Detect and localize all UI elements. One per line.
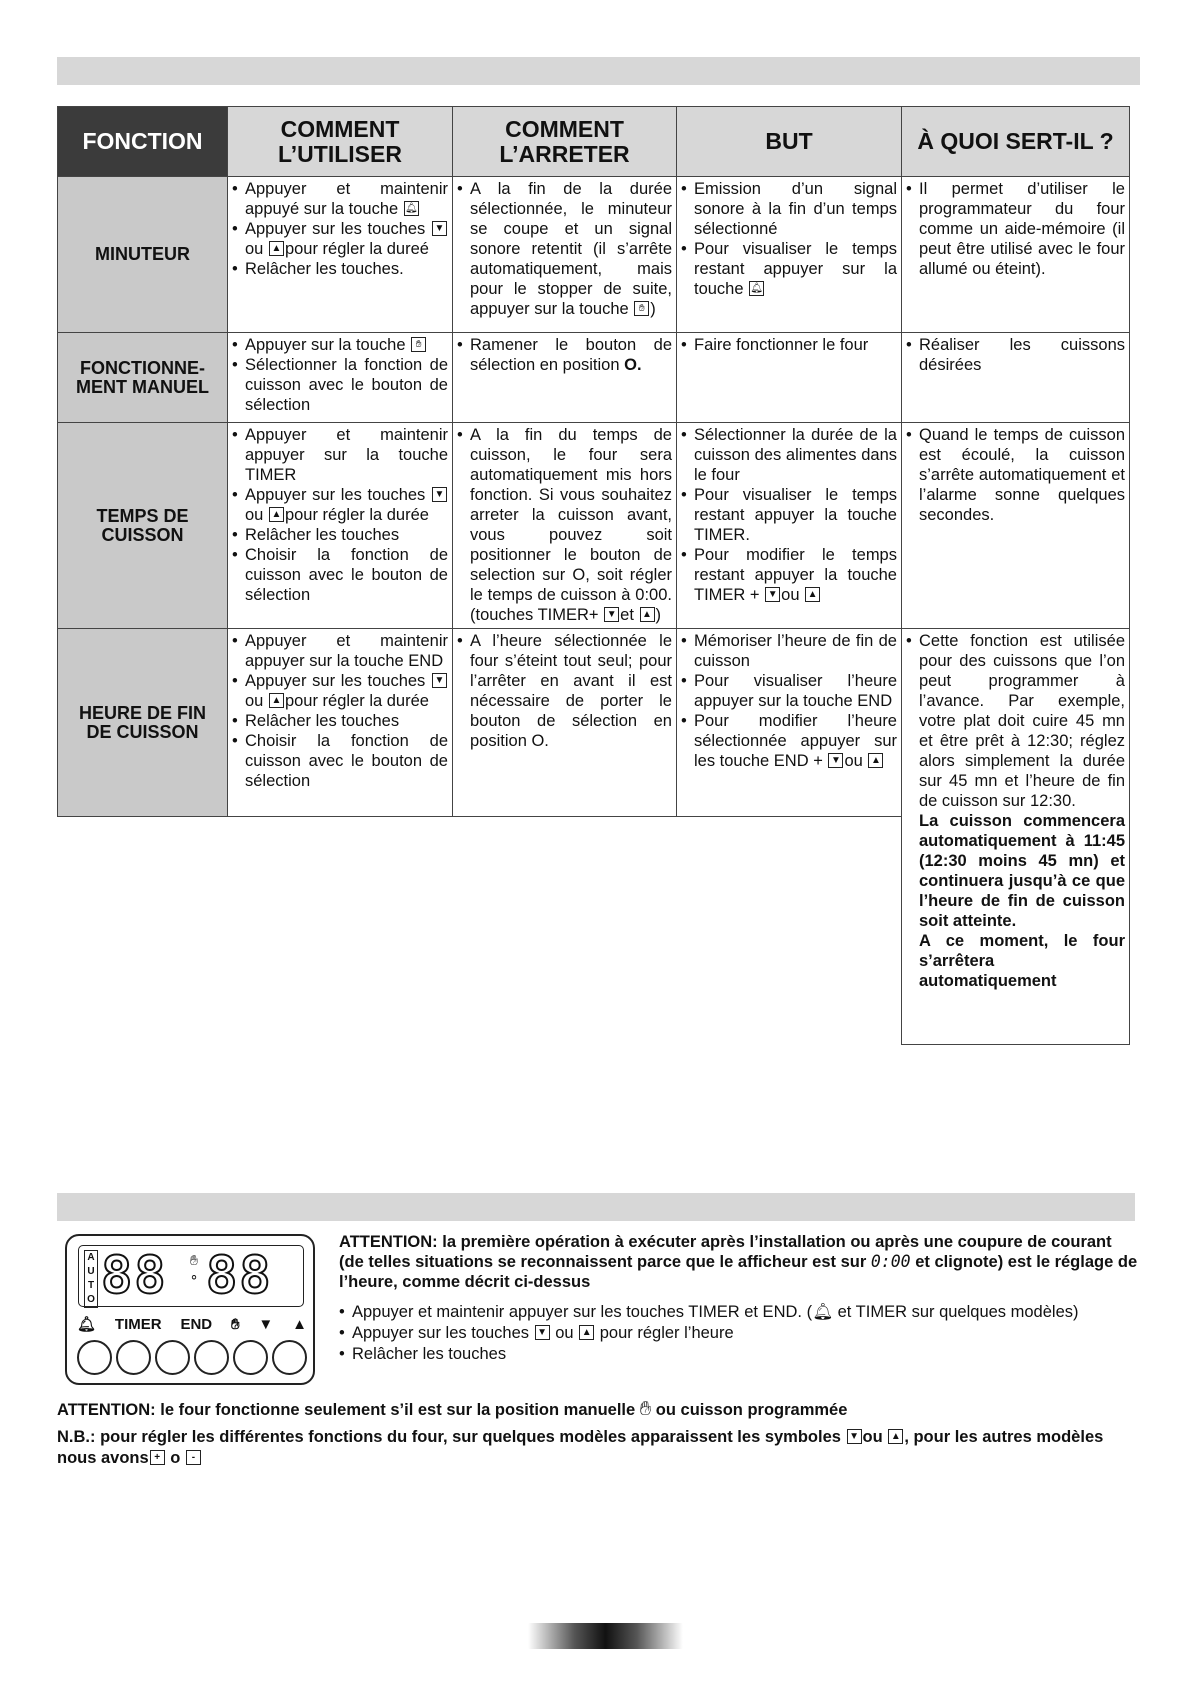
header-fonction: FONCTION (58, 107, 228, 177)
up-key-icon: ▲ (805, 587, 820, 602)
manual-icon: ✋︎ (639, 1398, 652, 1420)
header-comment-utiliser: COMMENT L’UTILISER (228, 107, 453, 177)
down-key-icon: ▼ (604, 607, 619, 622)
bell-key-icon: 🔔︎ (404, 203, 418, 214)
top-header-band (57, 57, 1140, 85)
table-header-row (58, 107, 1130, 177)
attention-manual-position: ATTENTION: le four fonctionne seulement s’il est sur la position manuelle ✋︎ ou cuisson programmée (57, 1398, 848, 1420)
middle-header-band (57, 1193, 1135, 1221)
down-key-icon: ▼ (432, 221, 447, 236)
minuteur-purpose-cell: • Il permet d’utiliser le programmateur du four comme un aide-mémoire (il peut être utilisé avec le four allumé ou éteint). (902, 177, 1130, 333)
auto-indicator: A U T O (84, 1250, 98, 1308)
nb-symbols-note: N.B.: pour régler les différentes fonctions du four, sur quelques modèles apparaissent les symboles ▼ ou ▲ , pour les autres modèles nous avons + o - (57, 1428, 1104, 1467)
display-digits-right: 88 (206, 1246, 273, 1306)
functions-table (57, 106, 1130, 1045)
up-key-icon: ▲ (579, 1325, 594, 1340)
down-key-icon: ▼ (828, 753, 843, 768)
page-number-bar (528, 1623, 683, 1649)
up-key-icon: ▲ (640, 607, 655, 622)
minuteur-stop-cell: • A la fin de la durée sélectionnée, le minuteur se coupe et un signal sonore retentit (il s’arrête automatiquement, mais pour le stopper de suite, appuyer sur la touche ✋︎ ) (453, 177, 677, 333)
manuel-purpose-cell: • Réaliser les cuissons désirées (902, 333, 1130, 423)
row-label-temps-de-cuisson: TEMPS DE CUISSON (58, 423, 228, 629)
minuteur-use-cell: • Appuyer et maintenir appuyé sur la touche 🔔︎ • Appuyer sur les touches ▼ ou ▲ pour régler la dureé • Relâcher les touches. (228, 177, 453, 333)
down-key-icon: ▼ (432, 673, 447, 688)
bell-icon: 🔔︎ (812, 1303, 834, 1321)
bell-button[interactable] (77, 1340, 112, 1375)
down-key-icon: ▼ (432, 487, 447, 502)
heure-goal-cell: • Mémoriser l’heure de fin de cuisson • Pour visualiser l’heure appuyer sur la touche END • Pour modifier l’heure sélectionnée appuyer sur les touche END + ▼ ou ▲ (677, 629, 902, 817)
colon-icon: ∘ (189, 1268, 199, 1284)
attention-clock-setting: ATTENTION: la première opération à exécuter après l’installation ou après une coupure de courant (de telles situations se reconnaissent parce que le afficheur est sur 0:00 et clignote) est le réglage de l’heure, comme décrit ci-dessus (339, 1233, 1138, 1291)
down-arrow-icon: ▼ (258, 1315, 274, 1333)
end-button[interactable] (155, 1340, 190, 1375)
end-label: END (180, 1315, 213, 1333)
timer-label: TIMER (114, 1315, 162, 1333)
heure-purpose-cell: • Cette fonction est utilisée pour des cuissons que l’on peut programmer à l’avance. Par exemple, votre plat doit cuire 45 mn et être prêt à 12:30; réglez alors simplement la durée sur 45 mn et l’heure de fin de cuisson sur 12:30. La cuisson commencera automatiquement à 11:45 (12:30 moins 45 mn) et continuera jusqu’à ce que l’heure de fin de cuisson soit atteinte. A ce moment, le four s’arrêtera automatiquement (902, 629, 1130, 1045)
manual-button[interactable] (194, 1340, 229, 1375)
manuel-use-cell: • Appuyer sur la touche ✋︎ • Sélectionner la fonction de cuisson avec le bouton de sélection (228, 333, 453, 423)
up-key-icon: ▲ (269, 507, 284, 522)
up-arrow-icon: ▲ (292, 1315, 307, 1333)
manuel-goal-cell: • Faire fonctionner le four (677, 333, 902, 423)
header-but: BUT (677, 107, 902, 177)
row-label-minuteur: MINUTEUR (58, 177, 228, 333)
display-mid-symbols (185, 1252, 203, 1284)
manuel-stop-cell: • Ramener le bouton de sélection en position O. (453, 333, 677, 423)
heure-use-cell: • Appuyer et maintenir appuyer sur la touche END • Appuyer sur les touches ▼ ou ▲ pour régler la durée • Relâcher les touches • Choisir la fonction de cuisson avec le bouton de sélection (228, 629, 453, 817)
temps-use-cell: • Appuyer et maintenir appuyer sur la touche TIMER • Appuyer sur les touches ▼ ou ▲ pour régler la durée • Relâcher les touches • Choisir la fonction de cuisson avec le bouton de sélection (228, 423, 453, 629)
manual-icon: ✋︎ (230, 1315, 240, 1333)
panel-buttons (77, 1340, 307, 1375)
manual-key-icon: ✋︎ (411, 337, 426, 352)
clock-setting-steps: • Appuyer et maintenir appuyer sur les touches TIMER et END. (🔔︎ et TIMER sur quelques modèles) • Appuyer sur les touches ▼ ou ▲ pour régler l’heure • Relâcher les touches (339, 1302, 1139, 1365)
row-label-fonctionnement-manuel: FONCTIONNE- MENT MANUEL (58, 333, 228, 423)
down-key-icon: ▼ (765, 587, 780, 602)
temps-purpose-cell: • Quand le temps de cuisson est écoulé, la cuisson s’arrête automatiquement et l’alarme sonne quelques secondes. (902, 423, 1130, 629)
programmer-display (78, 1245, 304, 1307)
table-row (58, 423, 1130, 629)
display-zero-value: 0:00 (870, 1252, 911, 1271)
row-label-heure-de-fin: HEURE DE FIN DE CUISSON (58, 629, 228, 817)
header-a-quoi-sert-il: À QUOI SERT-IL ? (902, 107, 1130, 177)
bell-icon: 🔔︎ (77, 1316, 97, 1333)
temps-goal-cell: • Sélectionner la durée de la cuisson des alimentes dans le four • Pour visualiser le temps restant appuyer la touche TIMER. • Pour modifier le temps restant appuyer la touche TIMER + ▼ ou ▲ (677, 423, 902, 629)
heure-stop-cell: • A l’heure sélectionnée le four s’éteint tout seul; pour l’arrêter en avant il est nécessaire de porter le bouton de sélection en position O. (453, 629, 677, 817)
table-row (58, 333, 1130, 423)
up-key-icon: ▲ (868, 753, 883, 768)
minus-key-icon: - (186, 1450, 201, 1465)
table-row (58, 629, 1130, 817)
up-key-icon: ▲ (269, 241, 284, 256)
programmer-panel (65, 1234, 315, 1385)
minuteur-goal-cell: • Emission d’un signal sonore à la fin d’un temps sélectionné • Pour visualiser le temps restant appuyer sur la touche 🔔︎ (677, 177, 902, 333)
up-key-icon: ▲ (269, 693, 284, 708)
up-key-icon: ▲ (888, 1429, 903, 1444)
temps-stop-cell: • A la fin du temps de cuisson, le four sera automatiquement mis hors fonction. Si vous souhaitez arreter la cuisson avant, vous pouvez soit positionner le bouton de selection sur O, soit régler le temps de cuisson à 0:00. (touches TIMER+ ▼ et ▲ ) (453, 423, 677, 629)
display-digits-left: 88 (101, 1246, 168, 1306)
down-key-icon: ▼ (535, 1325, 550, 1340)
down-key-icon: ▼ (847, 1429, 862, 1444)
plus-key-icon: + (150, 1450, 165, 1465)
bell-key-icon: 🔔︎ (750, 283, 763, 294)
table-row (58, 177, 1130, 333)
manual-icon: ✋︎ (190, 1252, 198, 1268)
down-button[interactable] (233, 1340, 268, 1375)
manual-key-icon: ✋︎ (634, 301, 649, 316)
timer-button[interactable] (116, 1340, 151, 1375)
up-button[interactable] (272, 1340, 307, 1375)
panel-labels (77, 1315, 307, 1333)
header-comment-arreter: COMMENT L’ARRETER (453, 107, 677, 177)
